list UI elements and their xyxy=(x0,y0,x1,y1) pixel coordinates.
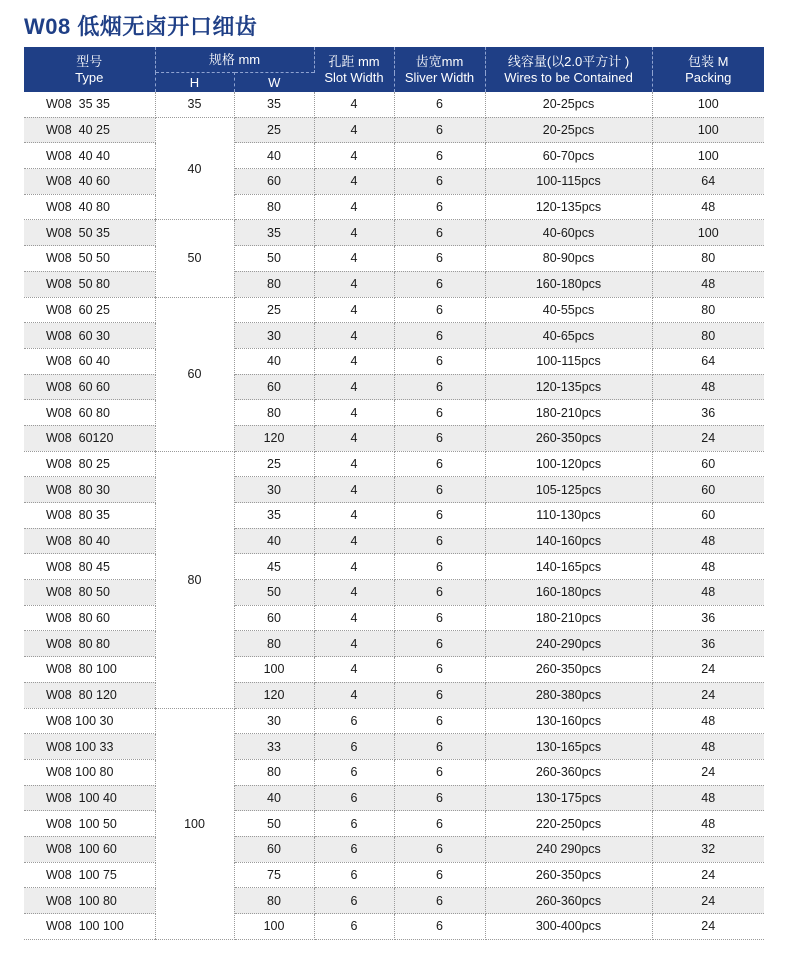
h-cell: 100 xyxy=(155,708,234,939)
type-cell: W08 35 35 xyxy=(24,92,155,117)
packing-cell: 24 xyxy=(652,425,764,451)
type-header-en: Type xyxy=(75,69,104,85)
w-cell: 80 xyxy=(234,400,314,426)
wires-cell: 160-180pcs xyxy=(485,271,652,297)
wires-cell: 120-135pcs xyxy=(485,194,652,220)
sliver-width-cell: 6 xyxy=(394,220,485,246)
wires-cell: 40-60pcs xyxy=(485,220,652,246)
spec-table-body xyxy=(24,92,764,939)
header-row xyxy=(24,47,764,73)
slot-width-cell: 4 xyxy=(314,657,394,683)
packing-cell: 80 xyxy=(652,297,764,323)
w-cell: 30 xyxy=(234,323,314,349)
wires-cell: 300-400pcs xyxy=(485,914,652,940)
sliver-width-cell: 6 xyxy=(394,246,485,272)
slot-width-cell: 4 xyxy=(314,323,394,349)
sliver-width-cell: 6 xyxy=(394,92,485,117)
table-row xyxy=(24,734,764,760)
slot-width-cell: 4 xyxy=(314,580,394,606)
packing-cell: 48 xyxy=(652,785,764,811)
type-cell: W08 40 40 xyxy=(24,143,155,169)
w-cell: 40 xyxy=(234,785,314,811)
slot-width-cell: 6 xyxy=(314,836,394,862)
type-cell: W08 80 25 xyxy=(24,451,155,477)
wires-cell: 220-250pcs xyxy=(485,811,652,837)
type-cell: W08 60 30 xyxy=(24,323,155,349)
sliver-width-cell: 6 xyxy=(394,117,485,143)
slot-header-cn: 孔距 mm xyxy=(328,53,380,69)
sliver-width-cell: 6 xyxy=(394,914,485,940)
sliver-width-cell: 6 xyxy=(394,682,485,708)
w-cell: 60 xyxy=(234,169,314,195)
type-cell: W08 60 60 xyxy=(24,374,155,400)
table-row xyxy=(24,657,764,683)
table-row xyxy=(24,169,764,195)
type-cell: W08 80 80 xyxy=(24,631,155,657)
sliver-header-en: Sliver Width xyxy=(404,69,475,85)
wires-cell: 60-70pcs xyxy=(485,143,652,169)
packing-cell: 48 xyxy=(652,271,764,297)
sliver-width-cell: 6 xyxy=(394,477,485,503)
slot-width-cell: 6 xyxy=(314,785,394,811)
sliver-width-cell: 6 xyxy=(394,605,485,631)
packing-cell: 36 xyxy=(652,400,764,426)
w-cell: 100 xyxy=(234,657,314,683)
h-cell: 40 xyxy=(155,117,234,220)
type-cell: W08 100 80 xyxy=(24,759,155,785)
w-cell: 40 xyxy=(234,143,314,169)
packing-cell: 36 xyxy=(652,605,764,631)
slot-width-cell: 6 xyxy=(314,811,394,837)
sliver-width-cell: 6 xyxy=(394,888,485,914)
h-cell: 35 xyxy=(155,92,234,117)
sliver-width-cell: 6 xyxy=(394,657,485,683)
w-cell: 35 xyxy=(234,92,314,117)
wires-cell: 100-115pcs xyxy=(485,169,652,195)
type-cell: W08 100 33 xyxy=(24,734,155,760)
slot-width-cell: 4 xyxy=(314,682,394,708)
slot-width-cell: 4 xyxy=(314,194,394,220)
table-row xyxy=(24,297,764,323)
slot-width-cell: 4 xyxy=(314,169,394,195)
h-header: H xyxy=(155,73,234,93)
wires-header-en: Wires to be Contained xyxy=(504,69,633,85)
slot-width-cell: 4 xyxy=(314,220,394,246)
packing-cell: 48 xyxy=(652,528,764,554)
wires-cell: 160-180pcs xyxy=(485,580,652,606)
wires-cell: 40-65pcs xyxy=(485,323,652,349)
table-row xyxy=(24,554,764,580)
type-cell: W08 100 75 xyxy=(24,862,155,888)
type-cell: W08 50 35 xyxy=(24,220,155,246)
packing-cell: 60 xyxy=(652,451,764,477)
h-cell: 50 xyxy=(155,220,234,297)
packing-cell: 24 xyxy=(652,914,764,940)
table-row xyxy=(24,862,764,888)
w-cell: 80 xyxy=(234,194,314,220)
wires-cell: 140-165pcs xyxy=(485,554,652,580)
spec-table xyxy=(24,47,764,940)
wires-cell: 80-90pcs xyxy=(485,246,652,272)
sliver-width-cell: 6 xyxy=(394,554,485,580)
sliver-width-cell: 6 xyxy=(394,708,485,734)
slot-width-cell: 4 xyxy=(314,605,394,631)
packing-cell: 36 xyxy=(652,631,764,657)
slot-width-cell: 4 xyxy=(314,374,394,400)
table-row xyxy=(24,605,764,631)
type-cell: W08 60 40 xyxy=(24,348,155,374)
slot-width-cell: 6 xyxy=(314,888,394,914)
wires-cell: 240 290pcs xyxy=(485,836,652,862)
type-cell: W08 60 25 xyxy=(24,297,155,323)
sliver-width-cell: 6 xyxy=(394,862,485,888)
w-cell: 25 xyxy=(234,297,314,323)
sliver-width-cell: 6 xyxy=(394,451,485,477)
slot-width-cell: 6 xyxy=(314,759,394,785)
table-row xyxy=(24,708,764,734)
table-row xyxy=(24,682,764,708)
table-row xyxy=(24,580,764,606)
type-cell: W08 50 80 xyxy=(24,271,155,297)
wires-cell: 260-360pcs xyxy=(485,759,652,785)
slot-width-cell: 4 xyxy=(314,143,394,169)
w-cell: 75 xyxy=(234,862,314,888)
w-cell: 50 xyxy=(234,580,314,606)
w-cell: 40 xyxy=(234,348,314,374)
type-cell: W08 100 100 xyxy=(24,914,155,940)
packing-cell: 48 xyxy=(652,708,764,734)
table-row xyxy=(24,271,764,297)
w-cell: 25 xyxy=(234,117,314,143)
type-header-cn: 型号 xyxy=(76,53,103,69)
w-cell: 35 xyxy=(234,220,314,246)
sliver-width-cell: 6 xyxy=(394,528,485,554)
table-row xyxy=(24,246,764,272)
wires-cell: 260-350pcs xyxy=(485,862,652,888)
w-cell: 120 xyxy=(234,682,314,708)
w-cell: 30 xyxy=(234,708,314,734)
sliver-width-cell: 6 xyxy=(394,400,485,426)
wires-cell: 180-210pcs xyxy=(485,400,652,426)
slot-width-cell: 4 xyxy=(314,631,394,657)
table-row xyxy=(24,528,764,554)
table-row xyxy=(24,400,764,426)
type-cell: W08 100 30 xyxy=(24,708,155,734)
packing-cell: 100 xyxy=(652,220,764,246)
slot-header xyxy=(314,47,394,92)
table-row xyxy=(24,631,764,657)
type-cell: W08 80 35 xyxy=(24,503,155,529)
w-cell: 60 xyxy=(234,836,314,862)
w-header: W xyxy=(234,73,314,93)
table-row xyxy=(24,914,764,940)
packing-cell: 60 xyxy=(652,503,764,529)
sliver-width-cell: 6 xyxy=(394,580,485,606)
wires-header xyxy=(485,47,652,92)
packing-cell: 24 xyxy=(652,657,764,683)
table-row xyxy=(24,220,764,246)
sliver-header xyxy=(394,47,485,92)
packing-cell: 48 xyxy=(652,734,764,760)
w-cell: 80 xyxy=(234,759,314,785)
packing-cell: 64 xyxy=(652,348,764,374)
wires-header-cn: 线容量(以2.0平方计 ) xyxy=(507,53,630,69)
spec-header: 规格 mm xyxy=(155,47,314,73)
packing-cell: 60 xyxy=(652,477,764,503)
wires-cell: 100-115pcs xyxy=(485,348,652,374)
w-cell: 80 xyxy=(234,631,314,657)
w-cell: 120 xyxy=(234,425,314,451)
table-row xyxy=(24,503,764,529)
w-cell: 40 xyxy=(234,528,314,554)
type-cell: W08 80 40 xyxy=(24,528,155,554)
w-cell: 35 xyxy=(234,503,314,529)
packing-cell: 100 xyxy=(652,143,764,169)
slot-width-cell: 4 xyxy=(314,348,394,374)
wires-cell: 100-120pcs xyxy=(485,451,652,477)
slot-width-cell: 4 xyxy=(314,477,394,503)
sliver-width-cell: 6 xyxy=(394,811,485,837)
h-cell: 80 xyxy=(155,451,234,708)
slot-width-cell: 6 xyxy=(314,734,394,760)
slot-width-cell: 4 xyxy=(314,503,394,529)
wires-cell: 260-350pcs xyxy=(485,657,652,683)
packing-cell: 24 xyxy=(652,862,764,888)
table-row xyxy=(24,348,764,374)
wires-cell: 260-350pcs xyxy=(485,425,652,451)
wires-cell: 140-160pcs xyxy=(485,528,652,554)
table-row xyxy=(24,92,764,117)
wires-cell: 240-290pcs xyxy=(485,631,652,657)
slot-width-cell: 4 xyxy=(314,425,394,451)
slot-width-cell: 4 xyxy=(314,297,394,323)
slot-width-cell: 4 xyxy=(314,92,394,117)
type-cell: W08 100 40 xyxy=(24,785,155,811)
slot-width-cell: 4 xyxy=(314,117,394,143)
w-cell: 80 xyxy=(234,888,314,914)
slot-width-cell: 4 xyxy=(314,271,394,297)
slot-width-cell: 4 xyxy=(314,528,394,554)
wires-cell: 130-160pcs xyxy=(485,708,652,734)
type-cell: W08 100 50 xyxy=(24,811,155,837)
sliver-width-cell: 6 xyxy=(394,836,485,862)
packing-cell: 48 xyxy=(652,194,764,220)
table-row xyxy=(24,143,764,169)
type-header xyxy=(24,47,155,92)
sliver-header-cn: 齿宽mm xyxy=(415,53,464,69)
sliver-width-cell: 6 xyxy=(394,503,485,529)
wires-cell: 120-135pcs xyxy=(485,374,652,400)
page-title: W08 低烟无卤开口细齿 xyxy=(24,14,258,39)
type-cell: W08 80 60 xyxy=(24,605,155,631)
type-cell: W08 60120 xyxy=(24,425,155,451)
w-cell: 50 xyxy=(234,811,314,837)
wires-cell: 20-25pcs xyxy=(485,117,652,143)
sliver-width-cell: 6 xyxy=(394,631,485,657)
packing-cell: 48 xyxy=(652,374,764,400)
w-cell: 50 xyxy=(234,246,314,272)
table-row xyxy=(24,836,764,862)
type-cell: W08 80 120 xyxy=(24,682,155,708)
type-cell: W08 50 50 xyxy=(24,246,155,272)
w-cell: 33 xyxy=(234,734,314,760)
sliver-width-cell: 6 xyxy=(394,271,485,297)
h-cell: 60 xyxy=(155,297,234,451)
wires-cell: 280-380pcs xyxy=(485,682,652,708)
type-cell: W08 80 45 xyxy=(24,554,155,580)
w-cell: 45 xyxy=(234,554,314,580)
slot-width-cell: 6 xyxy=(314,914,394,940)
w-cell: 100 xyxy=(234,914,314,940)
slot-width-cell: 6 xyxy=(314,708,394,734)
packing-cell: 24 xyxy=(652,888,764,914)
sliver-width-cell: 6 xyxy=(394,169,485,195)
wires-cell: 40-55pcs xyxy=(485,297,652,323)
packing-cell: 48 xyxy=(652,811,764,837)
slot-width-cell: 4 xyxy=(314,246,394,272)
packing-cell: 100 xyxy=(652,117,764,143)
wires-cell: 130-165pcs xyxy=(485,734,652,760)
slot-width-cell: 4 xyxy=(314,451,394,477)
sliver-width-cell: 6 xyxy=(394,425,485,451)
packing-cell: 24 xyxy=(652,682,764,708)
w-cell: 60 xyxy=(234,605,314,631)
packing-cell: 64 xyxy=(652,169,764,195)
slot-header-en: Slot Width xyxy=(324,69,384,85)
wires-cell: 180-210pcs xyxy=(485,605,652,631)
table-row xyxy=(24,425,764,451)
table-row xyxy=(24,888,764,914)
packing-header-cn: 包装 M xyxy=(688,53,729,69)
sliver-width-cell: 6 xyxy=(394,348,485,374)
slot-width-cell: 6 xyxy=(314,862,394,888)
table-row xyxy=(24,117,764,143)
type-cell: W08 40 80 xyxy=(24,194,155,220)
w-cell: 25 xyxy=(234,451,314,477)
type-cell: W08 80 50 xyxy=(24,580,155,606)
wires-cell: 260-360pcs xyxy=(485,888,652,914)
sliver-width-cell: 6 xyxy=(394,297,485,323)
w-cell: 60 xyxy=(234,374,314,400)
slot-width-cell: 4 xyxy=(314,400,394,426)
type-cell: W08 40 25 xyxy=(24,117,155,143)
table-row xyxy=(24,451,764,477)
table-row xyxy=(24,477,764,503)
table-row xyxy=(24,811,764,837)
sliver-width-cell: 6 xyxy=(394,734,485,760)
type-cell: W08 40 60 xyxy=(24,169,155,195)
type-cell: W08 80 100 xyxy=(24,657,155,683)
packing-header xyxy=(652,47,764,92)
table-row xyxy=(24,374,764,400)
packing-cell: 48 xyxy=(652,554,764,580)
packing-cell: 24 xyxy=(652,759,764,785)
wires-cell: 110-130pcs xyxy=(485,503,652,529)
sliver-width-cell: 6 xyxy=(394,759,485,785)
packing-cell: 80 xyxy=(652,323,764,349)
type-cell: W08 100 80 xyxy=(24,888,155,914)
type-cell: W08 100 60 xyxy=(24,836,155,862)
type-cell: W08 60 80 xyxy=(24,400,155,426)
wires-cell: 105-125pcs xyxy=(485,477,652,503)
packing-cell: 80 xyxy=(652,246,764,272)
sliver-width-cell: 6 xyxy=(394,785,485,811)
sliver-width-cell: 6 xyxy=(394,143,485,169)
packing-cell: 48 xyxy=(652,580,764,606)
wires-cell: 130-175pcs xyxy=(485,785,652,811)
table-row xyxy=(24,785,764,811)
slot-width-cell: 4 xyxy=(314,554,394,580)
sliver-width-cell: 6 xyxy=(394,374,485,400)
type-cell: W08 80 30 xyxy=(24,477,155,503)
table-row xyxy=(24,323,764,349)
w-cell: 30 xyxy=(234,477,314,503)
packing-header-en: Packing xyxy=(685,69,732,85)
table-row xyxy=(24,194,764,220)
wires-cell: 20-25pcs xyxy=(485,92,652,117)
w-cell: 80 xyxy=(234,271,314,297)
sliver-width-cell: 6 xyxy=(394,323,485,349)
table-row xyxy=(24,759,764,785)
packing-cell: 100 xyxy=(652,92,764,117)
packing-cell: 32 xyxy=(652,836,764,862)
sliver-width-cell: 6 xyxy=(394,194,485,220)
